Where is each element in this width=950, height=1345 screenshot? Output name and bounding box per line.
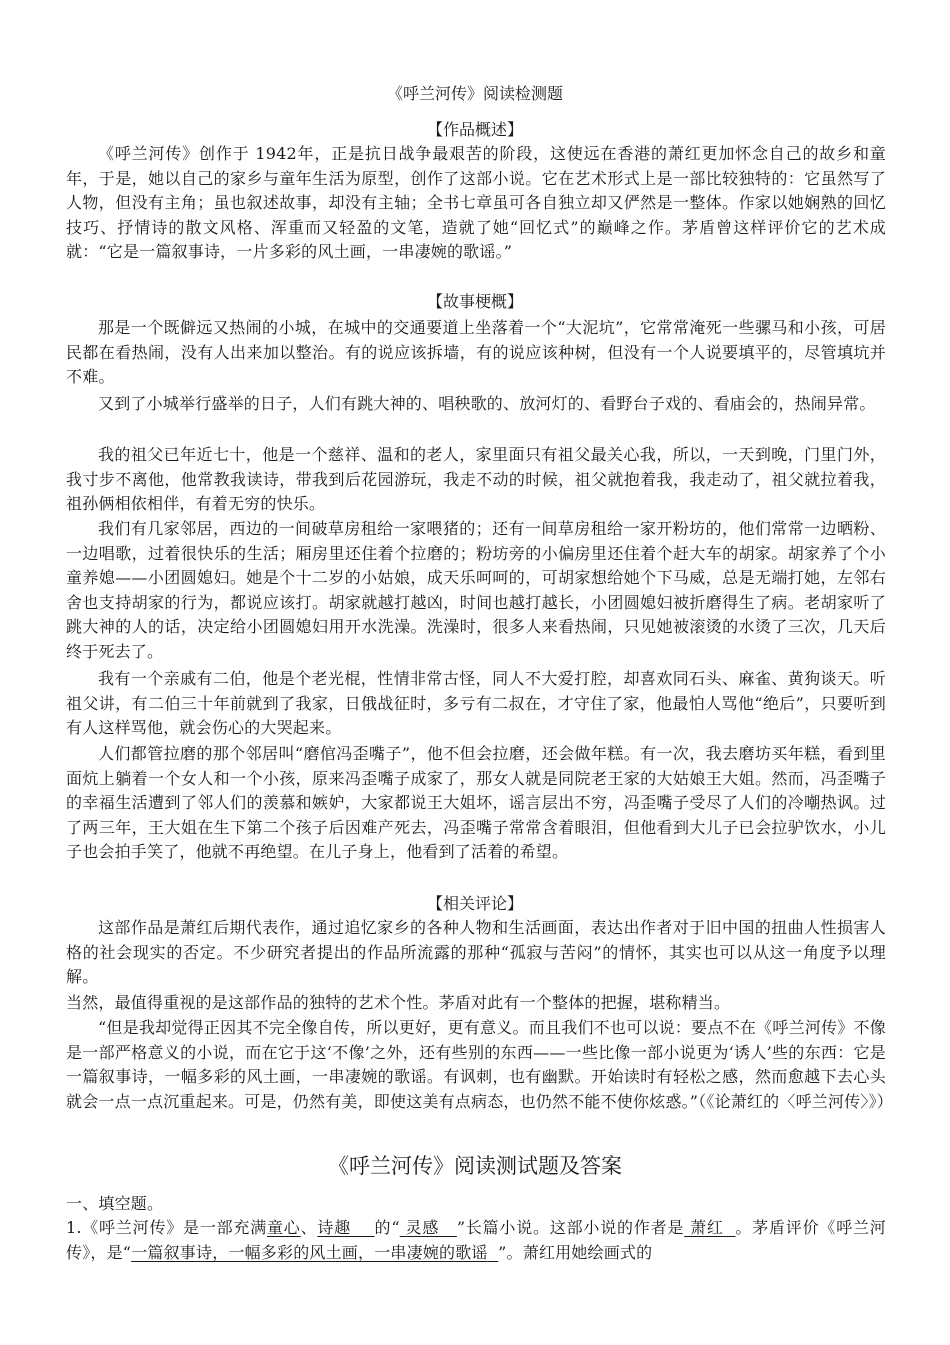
q1-separator: 、 <box>300 1218 318 1237</box>
q1-answer-1: 童心 <box>267 1218 301 1237</box>
story-paragraph-1: 那是一个既僻远又热闹的小城，在城中的交通要道上坐落着一个“大泥坑”，它常常淹死一些骡马和小孩，可居民都在看热闹，没有人出来加以整治。有的说应该拆墙，有的说应该种树，但没有一个人说要填平的，尽管填坑并不难。 <box>66 318 886 387</box>
story-paragraph-2: 又到了小城举行盛举的日子，人们有跳大神的、唱秧歌的、放河灯的、看野台子戏的、看庙会的，热闹异常。 <box>98 394 876 413</box>
quiz-question-1 <box>66 1216 886 1265</box>
q1-prefix: 1.《呼兰河传》是一部充满 <box>66 1218 268 1237</box>
quiz-section-heading: 一、填空题。 <box>66 1194 164 1213</box>
q1-answer-3: 灵感 <box>405 1218 440 1237</box>
overview-paragraph: 《呼兰河传》创作于 1942年，正是抗日战争最艰苦的阶段，这使远在香港的萧红更加怀念自己的故乡和童年，于是，她以自己的家乡与童年生活为原型，创作了这部小说。它在艺术形式上是一部比较独特的：它虽然写了人物，但没有主角；虽也叙述故事，却没有主轴；全书七章虽可各自独立却又俨然是一整体。作家以她娴熟的回忆技巧、抒情诗的散文风格、浑重而又轻盈的文笔，造就了她“回忆式”的巅峰之作。茅盾曾这样评价它的艺术成就：“它是一篇叙事诗，一片多彩的风土画，一串凄婉的歌谣。” <box>66 144 886 262</box>
q1-answer-5: 一篇叙事诗，一幅多彩的风土画，一串凄婉的歌谣 <box>131 1242 488 1262</box>
q1-text-2: ”长篇小说。这部小说的作者是 <box>456 1218 685 1237</box>
review-paragraph-2: 当然，最值得重视的是这部作品的独特的艺术个性。茅盾对此有一个整体的把握，堪称精当。 <box>66 993 731 1012</box>
story-paragraph-6: 人们都管拉磨的那个邻居叫“磨倌冯歪嘴子”，他不但会拉磨，还会做年糕。有一次，我去磨坊买年糕，看到里面炕上躺着一个女人和一个小孩，原来冯歪嘴子成家了，那女人就是同院老王家的大姑娘王大姐。然而，冯歪嘴子的幸福生活遭到了邻人们的羡慕和嫉妒，大家都说王大姐坏，谣言层出不穷，冯歪嘴子受尽了人们的冷嘲热讽。过了两三年，王大姐在生下第二个孩子后因难产死去，冯歪嘴子常常含着眼泪，但他看到大儿子已会拉驴饮水，小儿子也会拍手笑了，他就不再绝望。在儿子身上，他看到了活着的希望。 <box>66 744 886 862</box>
review-paragraph-3: “但是我却觉得正因其不完全像自传，所以更好，更有意义。而且我们不也可以说：要点不在《呼兰河传》不像是一部严格意义的小说，而在它于这‘不像’之外，还有些别的东西——一些比像一部小说更为‘诱人’些的东西：它是一篇叙事诗，一幅多彩的风土画，一串凄婉的歌谣。有讽刺，也有幽默。开始读时有轻松之感，然而愈越下去心头就会一点一点沉重起来。可是，仍然有美，即使这美有点病态，也仍然不能不使你炫惑。”（《论萧红的〈呼兰河传〉》） <box>66 1018 893 1111</box>
story-heading: 【故事梗概】 <box>426 292 523 311</box>
review-heading: 【相关评论】 <box>426 894 523 913</box>
q1-suffix: ”。萧红用她绘画式的 <box>498 1242 653 1262</box>
document-title: 《呼兰河传》阅读检测题 <box>386 84 563 103</box>
q1-answer-4: 萧红 <box>690 1218 724 1237</box>
quiz-title: 《呼兰河传》阅读测试题及答案 <box>328 1154 622 1178</box>
story-paragraph-3: 我的祖父已年近七十，他是一个慈祥、温和的老人，家里面只有祖父最关心我，所以，一天到晚，门里门外，我寸步不离他，他常教我读诗，带我到后花园游玩，我走不动的时候，祖父就抱着我，我走动了，祖父就拉着我，祖孙俩相依相伴，有着无穷的快乐。 <box>66 445 886 514</box>
review-paragraph-1: 这部作品是萧红后期代表作，通过追忆家乡的各种人物和生活画面，表达出作者对于旧中国的扭曲人性损害人格的社会现实的否定。不少研究者提出的作品所流露的那种“孤寂与苦闷”的情怀，其实也可以从这一角度予以理解。 <box>66 918 886 987</box>
story-paragraph-4: 我们有几家邻居，西边的一间破草房租给一家喂猪的；还有一间草房租给一家开粉坊的，他们常常一边晒粉、一边唱歌，过着很快乐的生活；厢房里还住着个拉磨的；粉坊旁的小偏房里还住着个赶大车的胡家。胡家养了个小童养媳——小团圆媳妇。她是个十二岁的小姑娘，成天乐呵呵的，可胡家想给她个下马威，总是无端打她，左邻右舍也支持胡家的行为，都说应该打。胡家就越打越凶，时间也越打越长，小团圆媳妇被折磨得生了病。老胡家听了跳大神的人的话，决定给小团圆媳妇用开水洗澡。洗澡时，很多人来看热闹，只见她被滚烫的水烫了三次，几天后终于死去了。 <box>66 519 886 661</box>
q1-text-3: 。茅盾评价《呼兰河传》，是“ <box>66 1218 886 1262</box>
q1-text-1: 的“ <box>374 1218 400 1237</box>
overview-heading: 【作品概述】 <box>426 120 523 139</box>
story-paragraph-5: 我有一个亲戚有二伯，他是个老光棍，性情非常古怪，同人不大爱打腔，却喜欢同石头、麻雀、黄狗谈天。听祖父讲，有二伯三十年前就到了我家，日俄战征时，多亏有二叔在，才守住了家，他最怕人骂他“绝后”，只要听到有人这样骂他，就会伤心的大哭起来。 <box>66 669 886 738</box>
q1-answer-2: 诗趣 <box>317 1218 351 1237</box>
